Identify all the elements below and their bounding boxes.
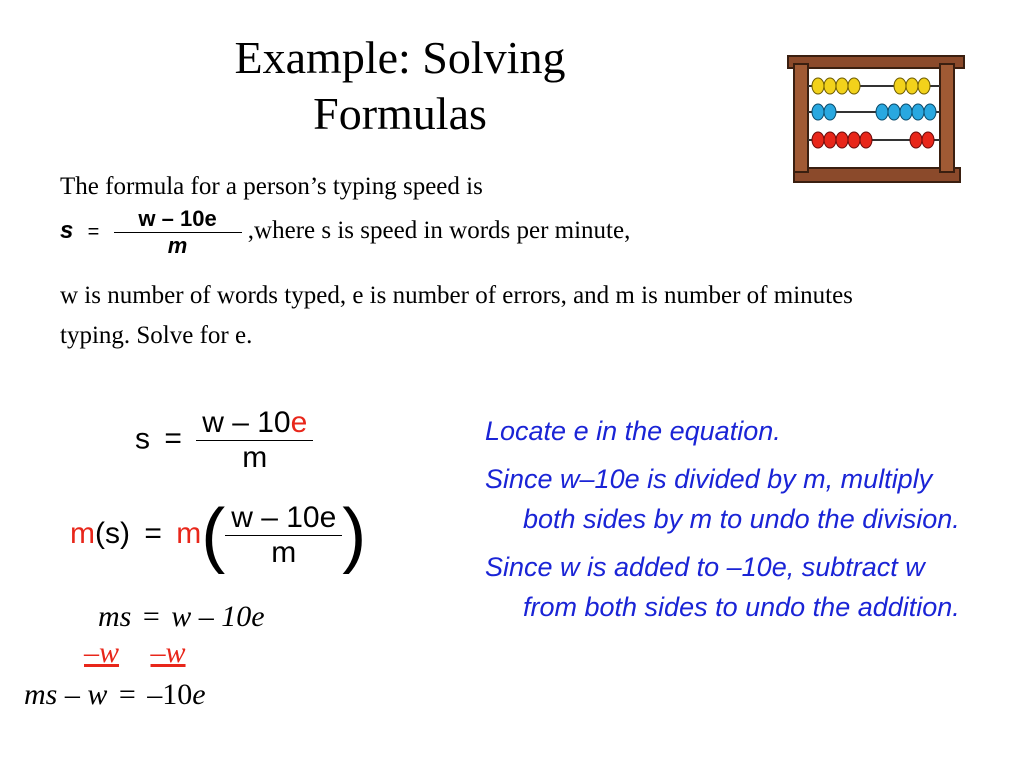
intro-line-3: w is number of words typed, e is number of errors, and m is number of minutes typing. Solve for e.	[60, 282, 853, 349]
eq2-m-right: m	[176, 516, 202, 550]
eq2-left-paren: (	[201, 495, 226, 575]
step-2: Since w–10e is divided by m, multiply both sides by m to undo the division.	[485, 464, 960, 534]
eq4-minus-w-right: –w	[150, 636, 186, 669]
eq2-fraction	[225, 501, 342, 570]
abacus-icon	[780, 50, 970, 190]
step-3: Since w is added to –10e, subtract w from both sides to undo the addition.	[485, 552, 960, 622]
eq2-numerator: w – 10e	[231, 500, 337, 534]
formula-equals: =	[87, 221, 100, 244]
equation-5	[24, 678, 206, 712]
step-1: Locate e in the equation.	[485, 416, 781, 446]
equation-2	[70, 494, 366, 576]
eq3-equals: =	[142, 600, 160, 633]
eq3-left: ms	[98, 600, 132, 633]
eq1-highlight-e: e	[290, 406, 308, 439]
eq2-equals: =	[144, 516, 162, 550]
eq2-s-paren: (s)	[95, 516, 130, 550]
equation-4	[84, 636, 204, 670]
eq1-equals: =	[164, 422, 182, 456]
equation-3	[98, 600, 265, 634]
eq2-right-paren: )	[342, 495, 367, 575]
page-title: Example: Solving Formulas	[234, 32, 566, 139]
steps-list	[485, 411, 985, 635]
eq2-denominator: m	[271, 535, 297, 569]
eq5-right: –10e	[147, 678, 206, 711]
formula-description: ,where s is speed in words per minute,	[247, 217, 631, 245]
formula-lhs: s	[60, 217, 74, 245]
eq5-equals: =	[118, 678, 136, 711]
eq1-denominator: m	[242, 441, 268, 474]
eq2-m-left: m	[70, 516, 95, 550]
eq1-fraction	[196, 406, 313, 475]
eq4-minus-w-left: –w	[84, 636, 120, 669]
formula-numerator: w – 10e	[138, 206, 217, 231]
formula-fraction	[114, 206, 242, 259]
intro-formula-line	[60, 206, 630, 259]
eq5-left: ms – w	[24, 678, 108, 711]
intro-line-1: The formula for a person’s typing speed is	[60, 173, 483, 200]
eq3-right: w – 10e	[171, 600, 265, 633]
eq1-numerator: w – 10e	[202, 406, 308, 439]
equation-1	[135, 406, 313, 475]
eq1-lhs: s	[135, 422, 150, 456]
formula-denominator: m	[167, 233, 188, 258]
